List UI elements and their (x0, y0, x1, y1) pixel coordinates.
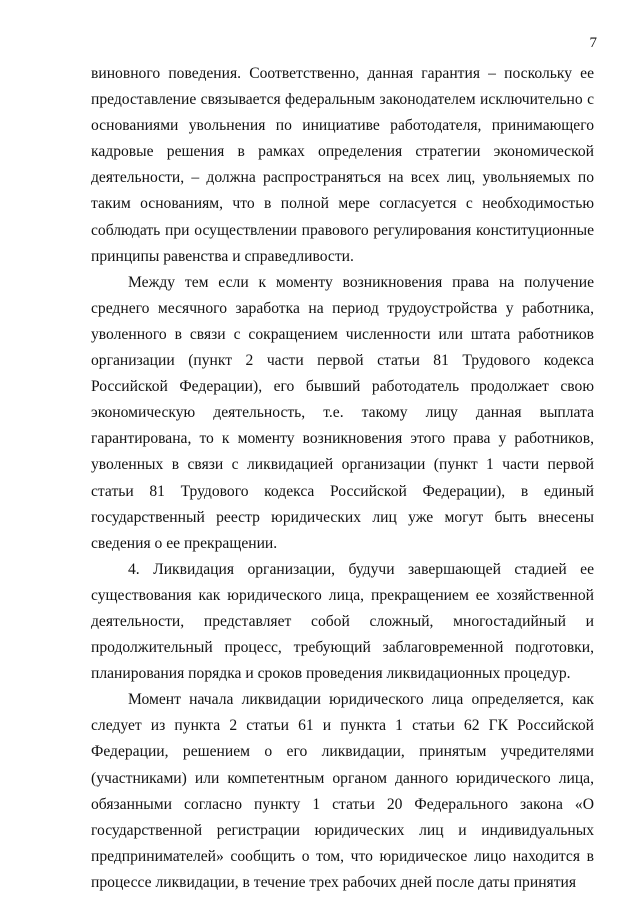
document-body (91, 61, 594, 896)
paragraph: Момент начала ликвидации юридического лица определяется, как следует из пункта 2 статьи 61 и пункта 1 статьи 62 ГК Российской Федерации, решением о его ликвидации, принятым учредителями (участниками) или компетентным органом данного юридического лица, обязанными согласно пункту 1 статьи 20 Федерального закона «О государственной регистрации юридических лиц и индивидуальных предпринимателей» сообщить о том, что юридическое лицо находится в процессе ликвидации, в течение трех рабочих дней после даты принятия (91, 691, 594, 891)
paragraph-section-4: 4. Ликвидация организации, будучи завершающей стадией ее существования как юридического лица, прекращением ее хозяйственной деятельности, представляет собой сложный, многостадийный и продолжительный процесс, требующий заблаговременной подготовки, планирования порядка и сроков проведения ликвидационных процедур. (91, 560, 594, 683)
page-number: 7 (589, 35, 597, 51)
paragraph: Между тем если к моменту возникновения права на получение среднего месячного заработка на период трудоустройства у работника, уволенного в связи с сокращением численности или штата работников организации (пункт 2 части первой статьи 81 Трудового кодекса Российской Федерации), его бывший работодатель продолжает свою экономическую деятельность, т.е. такому лицу данная выплата гарантирована, то к моменту возникновения этого права у работников, уволенных в связи с ликвидацией организации (пункт 1 части первой статьи 81 Трудового кодекса Российской Федерации), в единый государственный реестр юридических лиц уже могут быть внесены сведения о ее прекращении. (91, 273, 594, 552)
paragraph-continuation: виновного поведения. Соответственно, данная гарантия – поскольку ее предоставление связывается федеральным законодателем исключительно с основаниями увольнения по инициативе работодателя, принимающего кадровые решения в рамках определения стратегии экономической деятельности, – должна распространяться на всех лиц, увольняемых по таким основаниям, что в полной мере согласуется с необходимостью соблюдать при осуществлении правового регулирования конституционные принципы равенства и справедливости. (91, 65, 594, 265)
